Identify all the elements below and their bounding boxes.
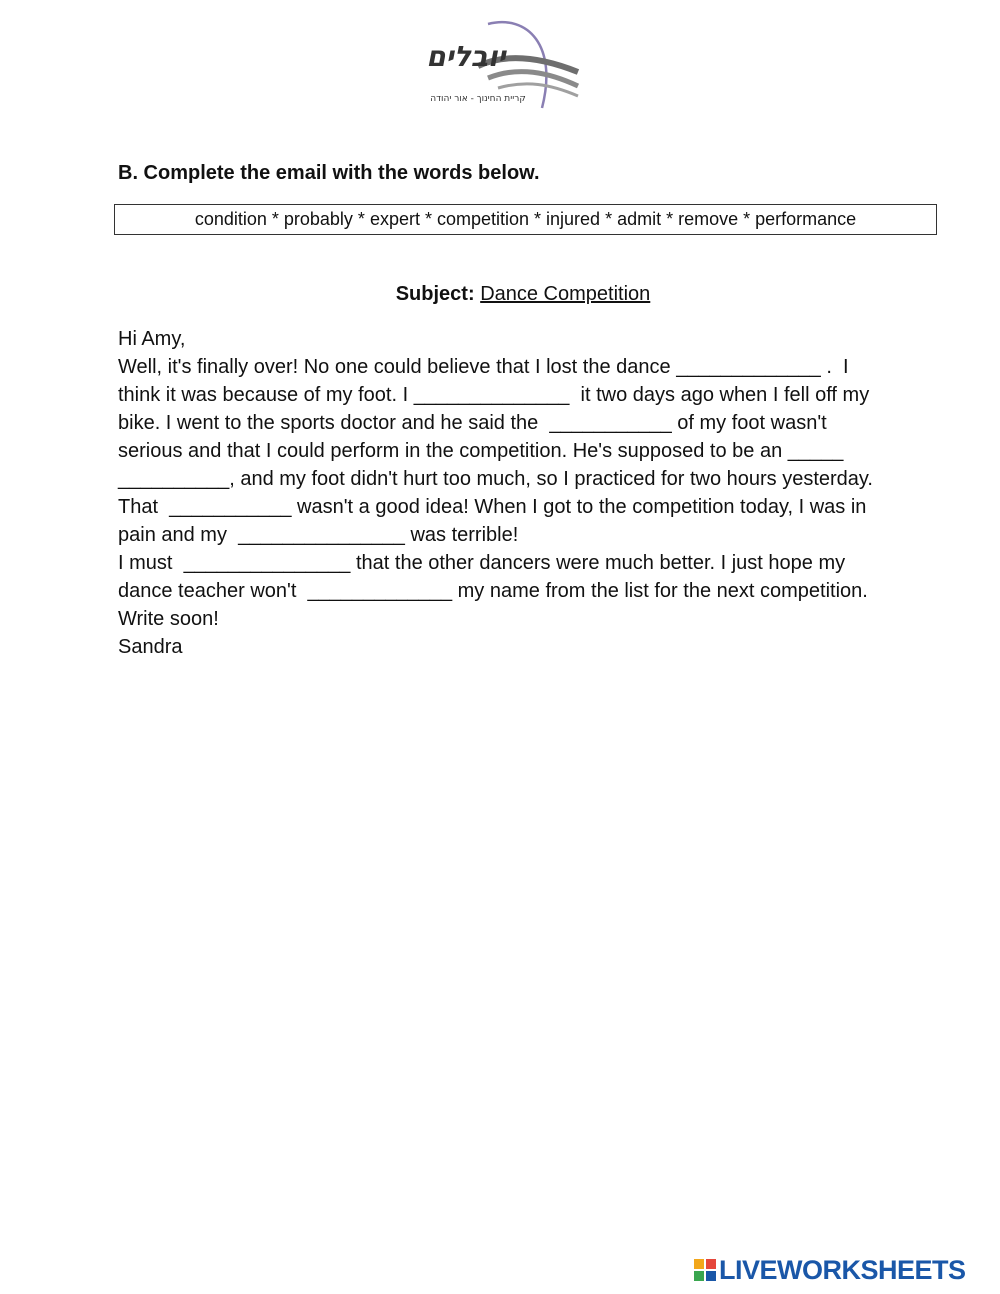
- brand-name: LIVEWORKSHEETS: [719, 1254, 966, 1285]
- email-line: pain and my _______________ was terrible!: [118, 524, 519, 546]
- email-line: dance teacher won't _____________ my name from the list for the next competition.: [118, 580, 868, 602]
- email-line: I must _______________ that the other dancers were much better. I just hope my: [118, 552, 846, 574]
- email-line: That ___________ wasn't a good idea! When I got to the competition today, I was in: [118, 496, 867, 518]
- school-logo: [418, 16, 582, 116]
- liveworksheets-brand[interactable]: [694, 1256, 966, 1284]
- email-line: Well, it's finally over! No one could believe that I lost the dance _____________ . I: [118, 356, 849, 378]
- email-closing: Write soon!: [118, 608, 219, 630]
- word-bank: condition * probably * expert * competition * injured * admit * remove * performance: [114, 204, 937, 235]
- email-line: bike. I went to the sports doctor and he said the ___________ of my foot wasn't: [118, 412, 827, 434]
- email-subject: [0, 283, 1000, 306]
- email-line: think it was because of my foot. I ______________ it two days ago when I fell off my: [118, 384, 870, 406]
- liveworksheets-icon: [694, 1259, 716, 1281]
- email-greeting: Hi Amy,: [118, 328, 186, 350]
- logo-title: יובלים: [426, 40, 506, 73]
- subject-label: Subject:: [395, 283, 475, 305]
- email-body: [118, 325, 948, 661]
- email-line: __________, and my foot didn't hurt too much, so I practiced for two hours yesterday.: [118, 468, 873, 490]
- exercise-instruction: B. Complete the email with the words below.: [118, 162, 540, 184]
- logo-subtitle: קריית החינוך - אור יהודה: [430, 94, 526, 104]
- subject-value: Dance Competition: [480, 283, 651, 305]
- email-line: serious and that I could perform in the competition. He's supposed to be an _____: [118, 440, 844, 462]
- email-signature: Sandra: [118, 636, 183, 658]
- logo-graphic: [418, 16, 582, 116]
